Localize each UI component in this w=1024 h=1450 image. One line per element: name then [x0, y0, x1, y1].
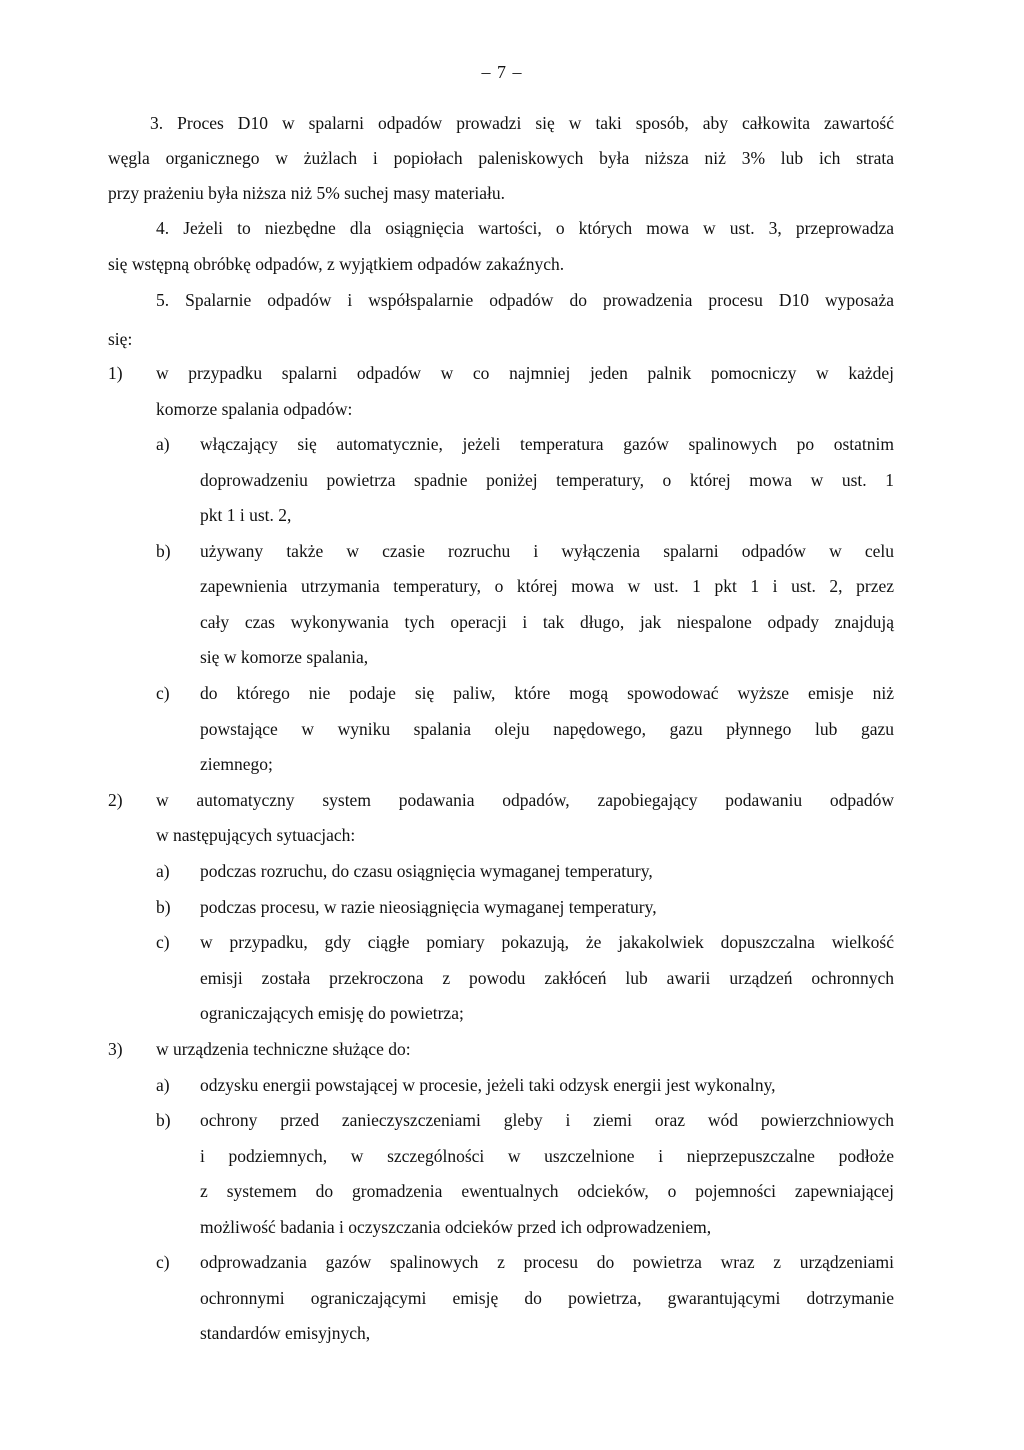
- item-2c-line-2: emisji została przekroczona z powodu zakłóceń lub awarii urządzeń ochronnych: [200, 968, 894, 988]
- item-3b-label: b): [156, 1110, 171, 1130]
- item-2b-line-1: podczas procesu, w razie nieosiągnięcia wymaganej temperatury,: [200, 897, 657, 917]
- paragraph-5-line-2: się:: [108, 329, 133, 349]
- item-1b-line-1: używany także w czasie rozruchu i wyłączenia spalarni odpadów w celu: [200, 541, 894, 561]
- item-2-line-1: w automatyczny system podawania odpadów, zapobiegający podawaniu odpadów: [156, 790, 894, 810]
- item-1c-line-1: do którego nie podaje się paliw, które mogą spowodować wyższe emisje niż: [200, 683, 894, 703]
- item-3c-line-3: standardów emisyjnych,: [200, 1323, 371, 1343]
- item-2a-label: a): [156, 861, 170, 881]
- item-2a-line-1: podczas rozruchu, do czasu osiągnięcia wymaganej temperatury,: [200, 861, 653, 881]
- item-1b-line-3: cały czas wykonywania tych operacji i tak długo, jak niespalone odpady znajdują: [200, 612, 894, 632]
- item-1a-line-3: pkt 1 i ust. 2,: [200, 505, 292, 525]
- item-2b-label: b): [156, 897, 171, 917]
- item-1a-line-2: doprowadzeniu powietrza spadnie poniżej temperatury, o której mowa w ust. 1: [200, 470, 894, 490]
- item-1b-label: b): [156, 541, 171, 561]
- item-3a-line-1: odzysku energii powstającej w procesie, jeżeli taki odzysk energii jest wykonalny,: [200, 1075, 776, 1095]
- item-2c-line-3: ograniczających emisję do powietrza;: [200, 1003, 464, 1023]
- item-1a-line-1: włączający się automatycznie, jeżeli temperatura gazów spalinowych po ostatnim: [200, 434, 894, 454]
- paragraph-3-line-1: 3. Proces D10 w spalarni odpadów prowadzi się w taki sposób, aby całkowita zawartość: [150, 113, 894, 133]
- item-1a-label: a): [156, 434, 170, 454]
- item-3c-line-1: odprowadzania gazów spalinowych z procesu do powietrza wraz z urządzeniami: [200, 1252, 894, 1272]
- item-1c-line-2: powstające w wyniku spalania oleju napędowego, gazu płynnego lub gazu: [200, 719, 894, 739]
- item-3-label: 3): [108, 1039, 123, 1059]
- item-3a-label: a): [156, 1075, 170, 1095]
- paragraph-4-line-2: się wstępną obróbkę odpadów, z wyjątkiem odpadów zakaźnych.: [108, 254, 565, 274]
- item-1b-line-4: się w komorze spalania,: [200, 647, 369, 667]
- item-1b-line-2: zapewnienia utrzymania temperatury, o której mowa w ust. 1 pkt 1 i ust. 2, przez: [200, 576, 894, 596]
- item-3b-line-4: możliwość badania i oczyszczania odcieków przed ich odprowadzeniem,: [200, 1217, 712, 1237]
- item-3b-line-2: i podziemnych, w szczególności w uszczelnione i nieprzepuszczalne podłoże: [200, 1146, 894, 1166]
- item-2c-label: c): [156, 932, 170, 952]
- item-1c-label: c): [156, 683, 170, 703]
- item-1-line-1: w przypadku spalarni odpadów w co najmniej jeden palnik pomocniczy w każdej: [156, 363, 894, 383]
- item-3b-line-1: ochrony przed zanieczyszczeniami gleby i ziemi oraz wód powierzchniowych: [200, 1110, 894, 1130]
- item-3-line-1: w urządzenia techniczne służące do:: [156, 1039, 411, 1059]
- paragraph-3-line-2: węgla organicznego w żużlach i popiołach paleniskowych była niższa niż 3% lub ich strata: [108, 148, 894, 168]
- item-2-label: 2): [108, 790, 123, 810]
- item-2-line-2: w następujących sytuacjach:: [156, 825, 356, 845]
- item-3b-line-3: z systemem do gromadzenia ewentualnych odcieków, o pojemności zapewniającej: [200, 1181, 894, 1201]
- item-3c-line-2: ochronnymi ograniczającymi emisję do powietrza, gwarantującymi dotrzymanie: [200, 1288, 894, 1308]
- item-1-label: 1): [108, 363, 123, 383]
- paragraph-4-line-1: 4. Jeżeli to niezbędne dla osiągnięcia wartości, o których mowa w ust. 3, przeprowadza: [156, 218, 894, 238]
- paragraph-5-line-1: 5. Spalarnie odpadów i współspalarnie odpadów do prowadzenia procesu D10 wyposaża: [156, 290, 894, 310]
- item-1-line-2: komorze spalania odpadów:: [156, 399, 353, 419]
- item-2c-line-1: w przypadku, gdy ciągłe pomiary pokazują, że jakakolwiek dopuszczalna wielkość: [200, 932, 894, 952]
- item-3c-label: c): [156, 1252, 170, 1272]
- page-number: – 7 –: [481, 62, 523, 82]
- item-1c-line-3: ziemnego;: [200, 754, 273, 774]
- paragraph-3-line-3: przy prażeniu była niższa niż 5% suchej masy materiału.: [108, 183, 505, 203]
